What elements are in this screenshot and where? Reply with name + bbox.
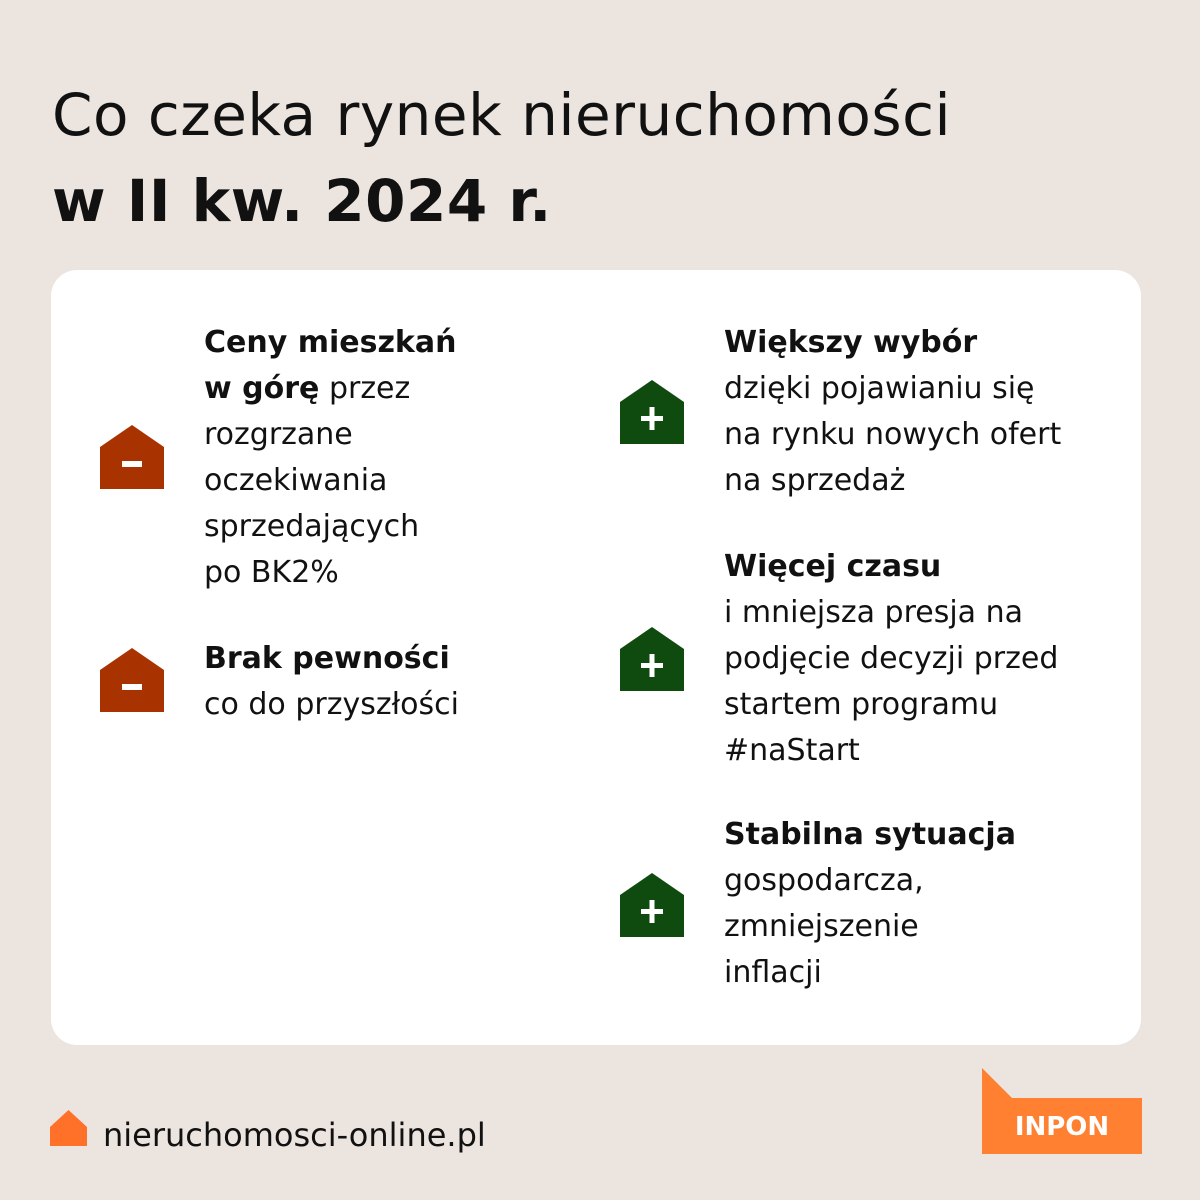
item-text: podjęcie decyzji przed (724, 641, 1059, 676)
item-text: przez (328, 371, 411, 406)
positive-item-stability (724, 812, 1016, 996)
item-text: startem programu (724, 687, 999, 722)
house-plus-icon (620, 380, 684, 444)
item-heading: Brak pewności (204, 641, 450, 676)
item-text: gospodarcza, (724, 863, 924, 898)
title-line-2: w II kw. 2024 r. (52, 167, 552, 235)
inpon-badge: INPON (1014, 1112, 1110, 1142)
item-text: po BK2% (204, 555, 339, 590)
title-line-1: Co czeka rynek nieruchomości (52, 81, 952, 149)
house-plus-icon (620, 873, 684, 937)
negative-item-uncertainty (204, 636, 459, 728)
item-text: #naStart (724, 733, 860, 768)
content-card (51, 270, 1141, 1045)
item-heading-2: w górę (204, 371, 320, 406)
house-minus-icon (100, 648, 164, 712)
item-text: zmniejszenie (724, 909, 919, 944)
positive-item-choice (724, 320, 1061, 504)
item-text: na sprzedaż (724, 463, 906, 498)
page-title (52, 72, 951, 244)
positive-item-time (724, 544, 1058, 774)
item-text: i mniejsza presja na (724, 595, 1023, 630)
item-heading: Ceny mieszkań (204, 325, 457, 360)
item-text: oczekiwania (204, 463, 388, 498)
item-text: sprzedających (204, 509, 420, 544)
item-text: rozgrzane (204, 417, 353, 452)
item-text: inflacji (724, 955, 822, 990)
house-minus-icon (100, 425, 164, 489)
house-plus-icon (620, 627, 684, 691)
item-text: dzięki pojawianiu się (724, 371, 1035, 406)
site-url[interactable]: nieruchomosci-online.pl (103, 1116, 486, 1154)
item-heading: Stabilna sytuacja (724, 817, 1016, 852)
negative-item-prices (204, 320, 456, 596)
item-heading: Większy wybór (724, 325, 978, 360)
item-heading: Więcej czasu (724, 549, 942, 584)
house-logo-icon (50, 1110, 87, 1146)
item-text: na rynku nowych ofert (724, 417, 1062, 452)
item-text: co do przyszłości (204, 687, 459, 722)
